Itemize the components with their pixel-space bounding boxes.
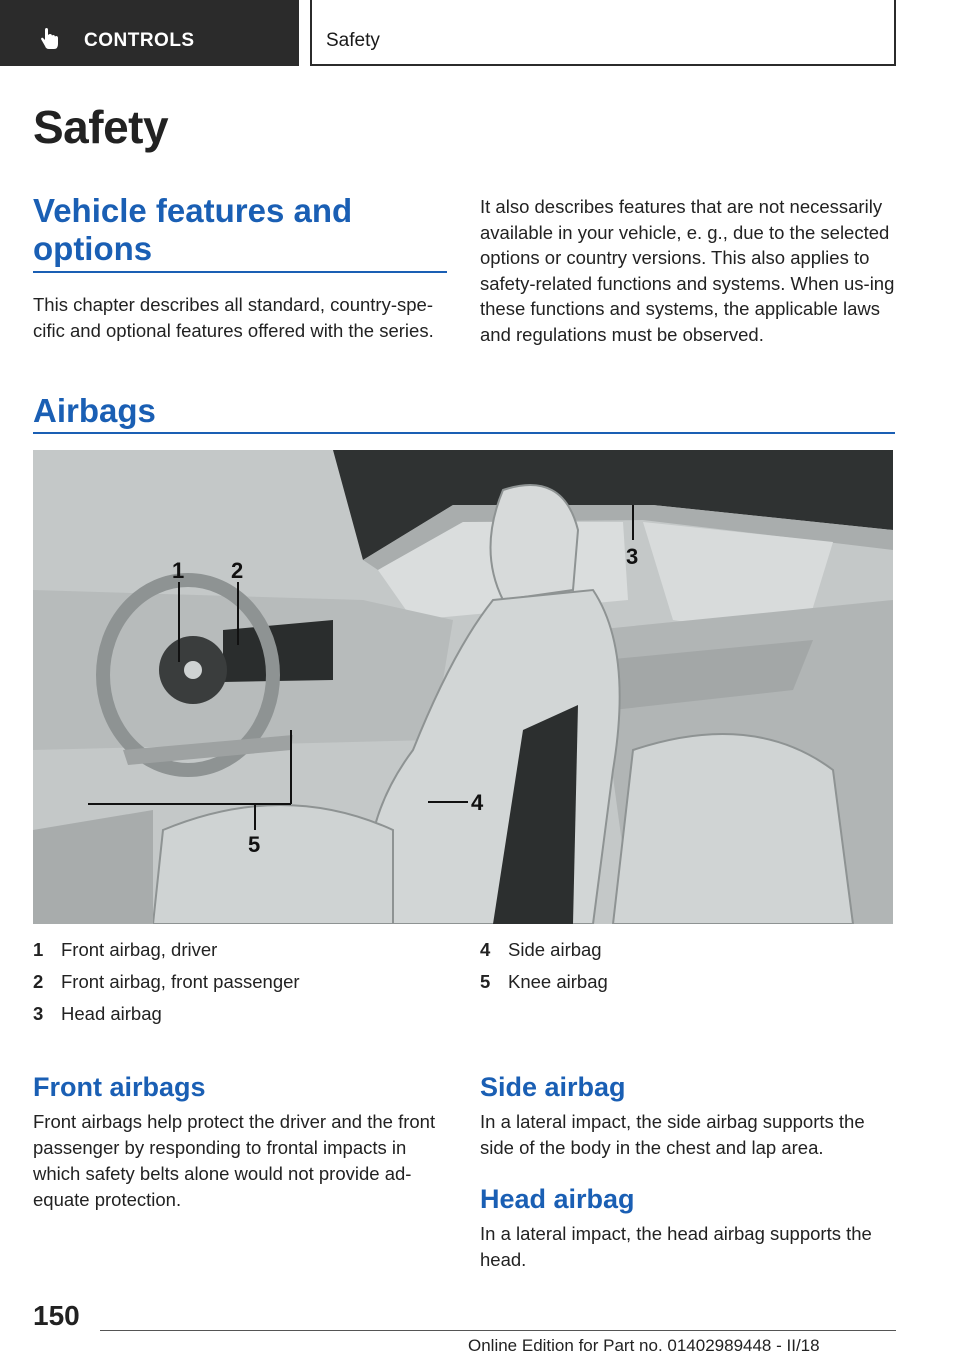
airbags-heading: Airbags xyxy=(33,392,156,429)
edition-text: Online Edition for Part no. 01402989448 - II/18 xyxy=(468,1336,820,1355)
page-header xyxy=(0,0,960,66)
side-airbag-heading: Side airbag xyxy=(480,1072,626,1102)
vehicle-features-heading: Vehicle features and options xyxy=(33,192,353,267)
head-airbag-heading: Head airbag xyxy=(480,1184,635,1214)
section-label: Safety xyxy=(326,30,380,51)
figure-legend-left xyxy=(33,934,300,1030)
heading-divider xyxy=(33,271,447,273)
callout-2: 2 xyxy=(231,558,244,583)
callout-4: 4 xyxy=(471,790,484,815)
callout-5: 5 xyxy=(248,832,261,857)
hand-pointer-icon xyxy=(40,28,60,50)
callout-1: 1 xyxy=(172,558,185,583)
front-airbags-text: Front airbags help protect the driver and the front passenger by responding to frontal impacts in which safety belts alone would not provide ad-equate protection. xyxy=(33,1111,436,1210)
section-tab[interactable] xyxy=(310,0,896,66)
airbag-locations-figure xyxy=(33,450,893,924)
car-interior-illustration xyxy=(33,450,893,924)
page-title: Safety xyxy=(33,101,169,153)
legend-item: 1 Front airbag, driver xyxy=(33,939,218,960)
front-airbags-heading: Front airbags xyxy=(33,1072,206,1102)
page-number: 150 xyxy=(33,1300,80,1331)
head-airbag-text: In a lateral impact, the head airbag supports the head. xyxy=(480,1223,872,1270)
legend-item: 2 Front airbag, front passenger xyxy=(33,971,300,992)
chapter-label: CONTROLS xyxy=(84,30,195,51)
legend-item: 4 Side airbag xyxy=(480,939,602,960)
callout-3: 3 xyxy=(626,544,639,569)
side-airbag-text: In a lateral impact, the side airbag supports the side of the body in the chest and lap area. xyxy=(480,1111,865,1158)
footer-divider xyxy=(100,1330,896,1331)
legend-item: 5 Knee airbag xyxy=(480,971,608,992)
figure-legend-right xyxy=(480,934,608,998)
legend-item: 3 Head airbag xyxy=(33,1003,162,1024)
vehicle-features-text-left: This chapter describes all standard, country-spe-cific and optional features offered with the series. xyxy=(33,294,434,341)
chapter-tab[interactable] xyxy=(0,0,299,66)
vehicle-features-text-right: It also describes features that are not necessarily available in your vehicle, e. g., due to the selected options or country versions. This also applies to safety-related functions and systems. When us-ing these functions and systems, the applicable laws and regulations must be observed. xyxy=(480,196,895,345)
airbags-divider xyxy=(33,432,895,434)
